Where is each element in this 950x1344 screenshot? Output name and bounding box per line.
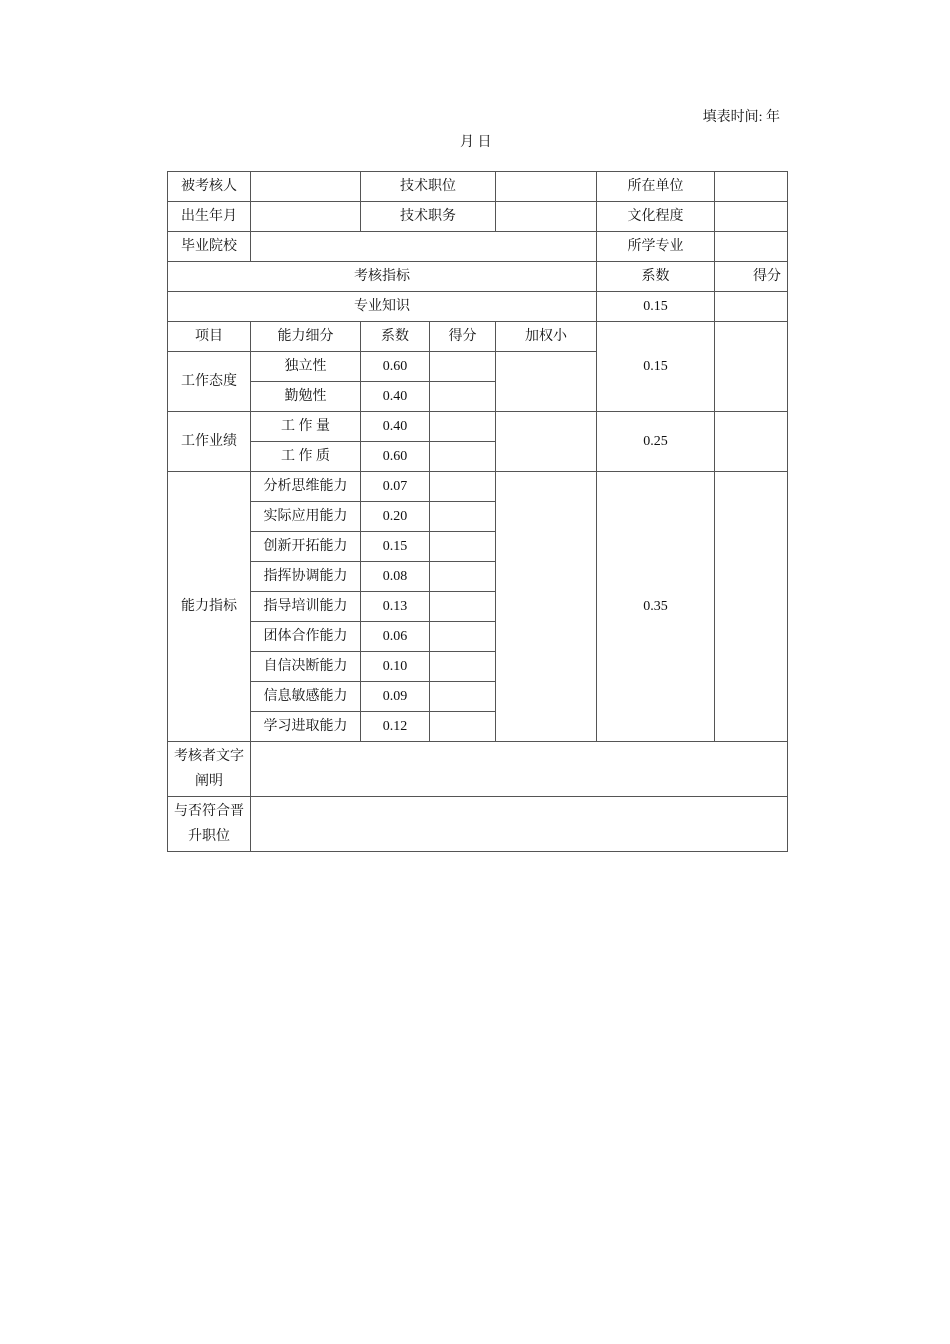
ability-label: 指导培训能力 (251, 592, 361, 622)
major-field[interactable] (715, 232, 788, 262)
ability-score-field[interactable] (430, 682, 496, 712)
ability-coefficient: 0.40 (361, 412, 430, 442)
ability-coefficient: 0.13 (361, 592, 430, 622)
education-field[interactable] (715, 202, 788, 232)
detail-coefficient-header: 系数 (361, 322, 430, 352)
comments-field[interactable] (251, 742, 788, 797)
ability-label: 分析思维能力 (251, 472, 361, 502)
ability-label: 信息敏感能力 (251, 682, 361, 712)
unit-label: 所在单位 (597, 172, 715, 202)
ability-score-field[interactable] (430, 562, 496, 592)
group-coefficient-performance: 0.25 (597, 412, 715, 472)
knowledge-score-field[interactable] (715, 292, 788, 322)
group-score-field-attitude[interactable] (715, 322, 788, 412)
promotion-field[interactable] (251, 797, 788, 852)
knowledge-coefficient: 0.15 (597, 292, 715, 322)
score-header-row (168, 262, 788, 292)
ability-coefficient: 0.08 (361, 562, 430, 592)
ability-label: 勤勉性 (251, 382, 361, 412)
unit-field[interactable] (715, 172, 788, 202)
school-label: 毕业院校 (168, 232, 251, 262)
group-row (168, 412, 788, 442)
tech-duty-label: 技术职务 (361, 202, 496, 232)
assessment-form-table (167, 171, 788, 852)
ability-label: 指挥协调能力 (251, 562, 361, 592)
score-header: 得分 (715, 262, 788, 292)
group-row (168, 472, 788, 502)
detail-score-header: 得分 (430, 322, 496, 352)
ability-label: 工 作 质 (251, 442, 361, 472)
detail-header-row (168, 322, 788, 352)
ability-coefficient: 0.12 (361, 712, 430, 742)
group-coefficient-ability: 0.35 (597, 472, 715, 742)
ability-coefficient: 0.15 (361, 532, 430, 562)
ability-label: 学习进取能力 (251, 712, 361, 742)
school-field[interactable] (251, 232, 597, 262)
comments-label: 考核者文字阐明 (168, 742, 251, 797)
ability-score-field[interactable] (430, 352, 496, 382)
knowledge-row (168, 292, 788, 322)
indicator-header: 考核指标 (168, 262, 597, 292)
info-row-2 (168, 202, 788, 232)
ability-coefficient: 0.20 (361, 502, 430, 532)
fill-date-line: 月 日 (460, 135, 492, 150)
ability-coefficient: 0.40 (361, 382, 430, 412)
group-score-field-performance[interactable] (715, 412, 788, 472)
ability-label: 工 作 量 (251, 412, 361, 442)
promotion-label: 与否符合晋升职位 (168, 797, 251, 852)
weighted-header: 加权小 (496, 322, 597, 352)
ability-coefficient: 0.60 (361, 442, 430, 472)
ability-coefficient: 0.60 (361, 352, 430, 382)
promotion-row (168, 797, 788, 852)
ability-score-field[interactable] (430, 442, 496, 472)
fill-time-label: 填表时间: 年 (702, 110, 780, 125)
ability-score-field[interactable] (430, 622, 496, 652)
weighted-subtotal-field-ability[interactable] (496, 472, 597, 742)
ability-coefficient: 0.09 (361, 682, 430, 712)
ability-score-field[interactable] (430, 382, 496, 412)
group-name-attitude: 工作态度 (168, 352, 251, 412)
group-name-performance: 工作业绩 (168, 412, 251, 472)
ability-score-field[interactable] (430, 652, 496, 682)
group-coefficient-attitude: 0.15 (597, 322, 715, 412)
ability-score-field[interactable] (430, 412, 496, 442)
ability-coefficient: 0.06 (361, 622, 430, 652)
ability-label: 独立性 (251, 352, 361, 382)
group-score-field-ability[interactable] (715, 472, 788, 742)
ability-header: 能力细分 (251, 322, 361, 352)
ability-label: 实际应用能力 (251, 502, 361, 532)
tech-position-label: 技术职位 (361, 172, 496, 202)
examinee-label: 被考核人 (168, 172, 251, 202)
ability-coefficient: 0.07 (361, 472, 430, 502)
knowledge-label: 专业知识 (168, 292, 597, 322)
weighted-subtotal-field-attitude[interactable] (496, 352, 597, 412)
comments-row (168, 742, 788, 797)
ability-score-field[interactable] (430, 472, 496, 502)
ability-label: 团体合作能力 (251, 622, 361, 652)
ability-score-field[interactable] (430, 592, 496, 622)
weighted-subtotal-field-performance[interactable] (496, 412, 597, 472)
info-row-1 (168, 172, 788, 202)
ability-score-field[interactable] (430, 532, 496, 562)
ability-score-field[interactable] (430, 502, 496, 532)
coefficient-header: 系数 (597, 262, 715, 292)
major-label: 所学专业 (597, 232, 715, 262)
item-header: 项目 (168, 322, 251, 352)
education-label: 文化程度 (597, 202, 715, 232)
examinee-field[interactable] (251, 172, 361, 202)
group-name-ability: 能力指标 (168, 472, 251, 742)
tech-duty-field[interactable] (496, 202, 597, 232)
ability-coefficient: 0.10 (361, 652, 430, 682)
tech-position-field[interactable] (496, 172, 597, 202)
ability-label: 自信决断能力 (251, 652, 361, 682)
birth-label: 出生年月 (168, 202, 251, 232)
info-row-3 (168, 232, 788, 262)
ability-score-field[interactable] (430, 712, 496, 742)
ability-label: 创新开拓能力 (251, 532, 361, 562)
birth-field[interactable] (251, 202, 361, 232)
